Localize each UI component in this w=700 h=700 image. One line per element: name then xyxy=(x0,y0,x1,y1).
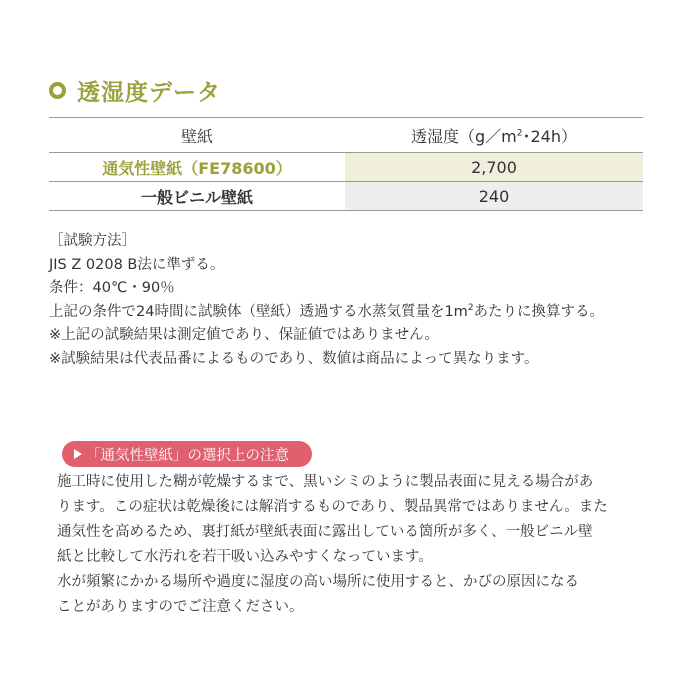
method-heading: ［試験方法］ xyxy=(49,233,136,249)
row-value: 2,700 xyxy=(345,153,643,182)
caution-line: 施工時に使用した糊が乾燥するまで、黒いシミのように製品表面に見える場合があ xyxy=(57,474,594,490)
caution-line: ことがありますのでご注意ください。 xyxy=(57,599,304,615)
row-name: 一般ビニル壁紙 xyxy=(49,182,345,211)
method-calculation: 上記の条件で24時間に試験体（壁紙）透過する水蒸気質量を$1m^2$あたりに換算する。 xyxy=(49,302,605,320)
caution-line: 紙と比較して水汚れを若干吸い込みやすくなっています。 xyxy=(57,549,433,565)
method-standard: JIS Z 0208 B法に準ずる。 xyxy=(49,256,225,273)
triangle-right-icon xyxy=(74,449,82,459)
caution-line: 水が頻繁にかかる場所や過度に湿度の高い場所に使用すると、かびの原因になる xyxy=(57,574,579,590)
column-header-permeability: 透湿度（$g/m^2$･24h） xyxy=(345,118,643,153)
table-row xyxy=(49,153,643,182)
moisture-table xyxy=(49,117,643,211)
method-condition: 条件：40℃・90％ xyxy=(49,280,175,296)
disclaimer-1: ※上記の試験結果は測定値であり、保証値ではありません。 xyxy=(49,327,440,343)
disclaimer-2: ※試験結果は代表品番によるものであり、数値は商品によって異なります。 xyxy=(49,350,539,367)
circle-bullet-icon xyxy=(49,82,66,99)
row-value: 240 xyxy=(345,182,643,211)
caution-line: 通気性を高めるため、裏打紙が壁紙表面に露出している箇所が多く、一般ビニル壁 xyxy=(57,524,593,540)
caution-label-text: 「通気性壁紙」の選択上の注意 xyxy=(86,447,289,464)
table-row xyxy=(49,182,643,211)
row-name: 通気性壁紙（FE78600） xyxy=(49,153,345,182)
section-title: 透湿度データ xyxy=(77,80,221,106)
caution-label xyxy=(62,441,312,467)
caution-body xyxy=(57,470,657,620)
column-header-wallpaper: 壁紙 xyxy=(49,118,345,153)
section-heading xyxy=(49,74,221,107)
caution-line: ります。この症状は乾燥後には解消するものであり、製品異常ではありません。また xyxy=(57,499,608,515)
test-method-notes xyxy=(49,230,604,371)
table-header-row xyxy=(49,118,643,153)
